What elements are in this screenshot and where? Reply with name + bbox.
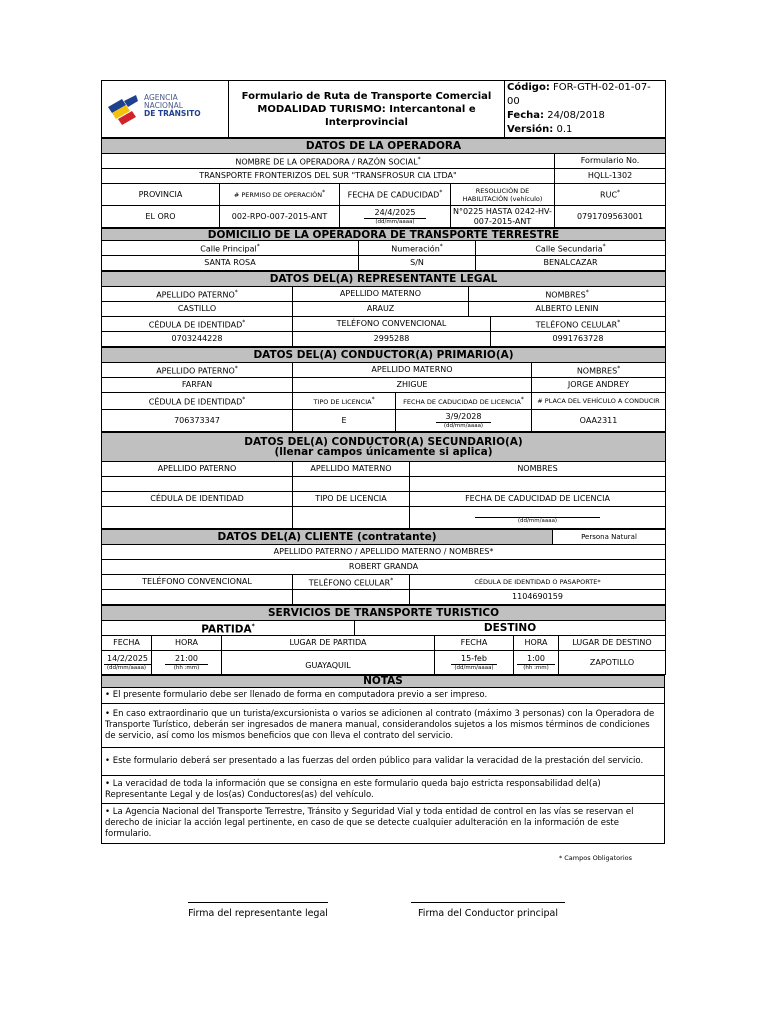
agency-line-3: DE TRÁNSITO [144,109,201,118]
cs-caducidad-licencia-value[interactable]: (dd/mm/aaaa) [410,507,666,529]
cs-cedula-value[interactable] [102,507,293,529]
nota-item: • Este formulario deberá ser presentado a las fuerzas del orden público para validar la veracidad de la prestación del servicio. [102,748,665,776]
cs-caducidad-licencia-label: FECHA DE CADUCIDAD DE LICENCIA [410,492,666,507]
cp-ap-paterno-label: APELLIDO PATERNO* [102,363,293,378]
cliente-telefono-value[interactable] [102,590,293,605]
provincia-label: PROVINCIA [102,184,220,206]
agency-line-1: AGENCIA [144,93,178,102]
fecha-label: Fecha: [507,110,545,121]
rep-cedula-label: CÉDULA DE IDENTIDAD* [102,317,293,332]
destino-lugar-value[interactable]: ZAPOTILLO [559,651,666,675]
representante-heading: DATOS DEL(A) REPRESENTANTE LEGAL [102,272,666,287]
version-label: Versión: [507,124,554,135]
ruc-value[interactable]: 0791709563001 [555,206,666,228]
agency-line-2: NACIONAL [144,101,183,110]
rep-telefono-value[interactable]: 2995288 [293,332,491,347]
codigo-label: Código: [507,82,550,93]
partida-fecha-label: FECHA [102,636,152,651]
cp-caducidad-licencia-label: FECHA DE CADUCIDAD DE LICENCIA* [396,393,532,410]
codigo-value: FOR-GTH-02-01-07-00 [507,82,651,107]
cp-placa-label: # PLACA DEL VEHÍCULO A CONDUCIR [532,393,666,410]
cliente-section [101,529,666,605]
rep-celular-value[interactable]: 0991763728 [491,332,666,347]
cliente-heading: DATOS DEL(A) CLIENTE (contratante) [102,530,553,545]
destino-fecha-value[interactable]: 15-feb (dd/mm/aaaa) [435,651,514,675]
nota-item: • El presente formulario debe ser llenado de forma en computadora previo a ser impreso. [102,688,665,704]
cp-cedula-label: CÉDULA DE IDENTIDAD* [102,393,293,410]
cp-tipo-licencia-label: TIPO DE LICENCIA* [293,393,396,410]
nota-item: • En caso extraordinario que un turista/excursionista o varios se adicionen al contrato (máximo 3 personas) con la Operadora de Transporte Turístico, deberán ser ingresados de manera manual, considerandolos sujetos a los mismos términos de condiciones de servicio, así como los mismos beneficios que con lleva el contrato del servicio. [102,704,665,748]
conductor-primario-section [101,347,666,432]
nota-item: • La veracidad de toda la información que se consigna en este formulario queda bajo estricta responsabilidad del(a) Representante Legal y de los(as) Conductores(as) del vehículo. [102,776,665,804]
cp-placa-value[interactable]: OAA2311 [532,410,666,432]
partida-lugar-label: LUGAR DE PARTIDA [222,636,435,651]
cliente-nombres-label: APELLIDO PATERNO / APELLIDO MATERNO / NOMBRES* [102,545,666,560]
partida-hora-value[interactable]: 21:00 (hh :mm) [152,651,222,675]
cliente-celular-label: TELÉFONO CELULAR* [293,575,410,590]
title-line-1: Formulario de Ruta de Transporte Comercial [241,90,492,102]
domicilio-heading: DOMICILIO DE LA OPERADORA DE TRANSPORTE TERRESTRE [102,229,666,241]
cs-nombres-label: NOMBRES [410,462,666,477]
calle-secundaria-label: Calle Secundaria* [476,241,666,256]
cs-tipo-licencia-label: TIPO DE LICENCIA [293,492,410,507]
caducidad-value[interactable]: 24/4/2025 (dd/mm/aaaa) [340,206,451,228]
calle-secundaria-value[interactable]: BENALCAZAR [476,256,666,271]
firma-conductor[interactable]: Firma del Conductor principal [411,902,565,919]
provincia-value[interactable]: EL ORO [102,206,220,228]
conductor-primario-heading: DATOS DEL(A) CONDUCTOR(A) PRIMARIO(A) [102,348,666,363]
destino-hora-label: HORA [514,636,559,651]
cp-ap-materno-label: APELLIDO MATERNO [293,363,532,378]
cs-ap-paterno-label: APELLIDO PATERNO [102,462,293,477]
form-header [101,80,666,138]
nombre-operadora-label: NOMBRE DE LA OPERADORA / RAZÓN SOCIAL* [102,154,555,169]
cp-cedula-value[interactable]: 706373347 [102,410,293,432]
cs-nombres-value[interactable] [410,477,666,492]
conductor-secundario-heading: DATOS DEL(A) CONDUCTOR(A) SECUNDARIO(A) (llenar campos únicamente si aplica) [102,433,666,462]
title-line-2: MODALIDAD TURISMO: Intercantonal e [257,103,476,115]
operadora-heading: DATOS DE LA OPERADORA [102,139,666,154]
destino-hora-value[interactable]: 1:00 (hh :mm) [514,651,559,675]
campos-obligatorios-note: * Campos Obligatorios [558,854,632,862]
firma-representante[interactable]: Firma del representante legal [188,902,328,919]
cp-nombres-label: NOMBRES* [532,363,666,378]
servicios-section [101,605,666,675]
servicios-heading: SERVICIOS DE TRANSPORTE TURISTICO [102,606,666,621]
calle-principal-label: Calle Principal* [102,241,359,256]
cp-ap-materno-value[interactable]: ZHIGUE [293,378,532,393]
cp-ap-paterno-value[interactable]: FARFAN [102,378,293,393]
cs-ap-materno-label: APELLIDO MATERNO [293,462,410,477]
rep-ap-materno-value[interactable]: ARAUZ [293,302,469,317]
numeracion-label: Numeración* [359,241,476,256]
representante-section [101,271,666,347]
cliente-cedula-value[interactable]: 1104690159 [410,590,666,605]
form-meta [505,81,666,138]
cp-caducidad-licencia-value[interactable]: 3/9/2028 (dd/mm/aaaa) [396,410,532,432]
domicilio-section [101,228,666,271]
form-title [229,81,505,138]
title-line-3: Interprovincial [325,116,408,128]
calle-principal-value[interactable]: SANTA ROSA [102,256,359,271]
partida-lugar-value[interactable]: GUAYAQUIL [222,651,435,675]
cs-ap-paterno-value[interactable] [102,477,293,492]
cp-tipo-licencia-value[interactable]: E [293,410,396,432]
resolucion-label: RESOLUCIÓN DE HABILITACIÓN (vehículo) [451,184,555,206]
version-value: 0.1 [556,124,573,135]
conductor-secundario-section [101,432,666,529]
cs-ap-materno-value[interactable] [293,477,410,492]
formulario-no-value[interactable]: HQLL-1302 [555,169,666,184]
route-form [101,80,665,844]
cs-cedula-label: CÉDULA DE IDENTIDAD [102,492,293,507]
fecha-value: 24/08/2018 [547,110,605,121]
agency-name [144,94,201,118]
destino-label: DESTINO [355,621,666,636]
rep-celular-label: TELÉFONO CELULAR* [491,317,666,332]
cp-nombres-value[interactable]: JORGE ANDREY [532,378,666,393]
partida-hora-label: HORA [152,636,222,651]
partida-label: PARTIDA* [102,621,355,636]
permiso-value[interactable]: 002-RPO-007-2015-ANT [220,206,340,228]
permiso-label: # PERMISO DE OPERACIÓN* [220,184,340,206]
cliente-telefono-label: TELÉFONO CONVENCIONAL [102,575,293,590]
rep-ap-paterno-value[interactable]: CASTILLO [102,302,293,317]
cs-tipo-licencia-value[interactable] [293,507,410,529]
rep-ap-materno-label: APELLIDO MATERNO [293,287,469,302]
ruc-label: RUC* [555,184,666,206]
cliente-nombres-value[interactable]: ROBERT GRANDA [102,560,666,575]
cliente-cedula-label: CÉDULA DE IDENTIDAD O PASAPORTE* [410,575,666,590]
resolucion-value[interactable]: N°0225 HASTA 0242-HV-007-2015-ANT [451,206,555,228]
nota-item: • La Agencia Nacional del Transporte Terrestre, Tránsito y Seguridad Vial y toda entidad de control en las vías se reservan el derecho de iniciar la acción legal pertinente, en caso de que se detecte cualquier adulteración en la información de este formulario. [102,804,665,844]
nombre-operadora-value[interactable]: TRANSPORTE FRONTERIZOS DEL SUR "TRANSFROSUR CIA LTDA" [102,169,555,184]
persona-natural-label: Persona Natural [553,530,666,545]
notas-section [101,675,665,844]
rep-ap-paterno-label: APELLIDO PATERNO* [102,287,293,302]
caducidad-label: FECHA DE CADUCIDAD* [340,184,451,206]
formulario-no-label: Formulario No. [555,154,666,169]
ant-logo-icon [106,95,142,125]
rep-nombres-value[interactable]: ALBERTO LENIN [469,302,666,317]
rep-cedula-value[interactable]: 0703244228 [102,332,293,347]
cliente-celular-value[interactable] [293,590,410,605]
destino-lugar-label: LUGAR DE DESTINO [559,636,666,651]
numeracion-value[interactable]: S/N [359,256,476,271]
operadora-section [101,138,666,228]
rep-nombres-label: NOMBRES* [469,287,666,302]
rep-telefono-label: TELÉFONO CONVENCIONAL [293,317,491,332]
agency-logo [102,81,229,138]
destino-fecha-label: FECHA [435,636,514,651]
notas-heading: NOTAS [102,676,665,688]
partida-fecha-value[interactable]: 14/2/2025 (dd/mm/aaaa) [102,651,152,675]
